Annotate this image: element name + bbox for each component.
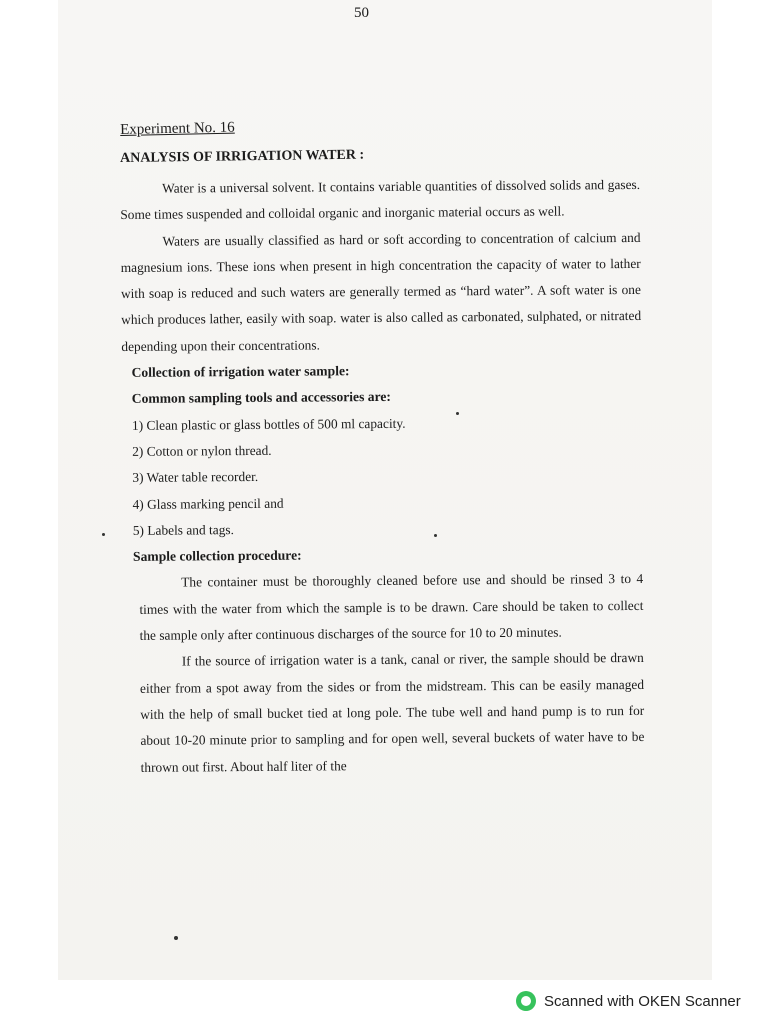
list-item: 2) Cotton or nylon thread. (132, 442, 272, 459)
document-body (120, 172, 645, 781)
oken-scanner-logo-icon (516, 991, 536, 1011)
subheading-tools: Common sampling tools and accessories are: (131, 389, 391, 407)
list-item: 3) Water table recorder. (132, 469, 259, 486)
paragraph-hardness: Waters are usually classified as hard or soft according to concentration of calcium and magnesium ions. These ions when present in high concentration the capacity of water to lather with soap is reduced and such waters are generally termed as “hard water”. A soft water is one which produces lather, easily with soap. water is also called as carbonated, sulphated, or nitrated depending upon their concentrations. (120, 229, 642, 354)
list-item: 5) Labels and tags. (132, 521, 234, 538)
subheading-procedure: Sample collection procedure: (132, 547, 302, 565)
scan-speck (434, 534, 437, 537)
list-item: 1) Clean plastic or glass bottles of 500 ml capacity. (131, 415, 406, 433)
scan-speck (102, 533, 105, 536)
paragraph-source: If the source of irrigation water is a tank, canal or river, the sample should be drawn either from a spot away from the sides or from the midstream. This can be easily managed with the help of small bucket tied at long pole. The tube well and hand pump is to run for about 10-20 minute prior to sampling and for open well, several buckets of water have to be thrown out first. About half liter of the (139, 650, 645, 775)
scan-speck (456, 412, 459, 415)
list-item: 4) Glass marking pencil and (132, 495, 284, 512)
scanner-watermark (516, 990, 741, 1012)
experiment-title: Experiment No. 16 (120, 119, 235, 138)
section-heading: ANALYSIS OF IRRIGATION WATER : (120, 147, 365, 166)
page-number: 50 (354, 5, 369, 21)
subheading-collection: Collection of irrigation water sample: (131, 363, 350, 380)
scanner-watermark-text: Scanned with OKEN Scanner (544, 992, 741, 1010)
paragraph-intro: Water is a universal solvent. It contains variable quantities of dissolved solids and gases. Some times suspended and colloidal organic and inorganic material occurs as well. (120, 176, 641, 223)
tools-list (132, 409, 643, 544)
paragraph-container: The container must be thoroughly cleaned before use and should be rinsed 3 to 4 times with the water from which the sample is to be drawn. Care should be taken to collect the sample only after continuous discharges of the source for 10 to 20 minutes. (139, 571, 644, 643)
scan-speck (174, 936, 178, 940)
